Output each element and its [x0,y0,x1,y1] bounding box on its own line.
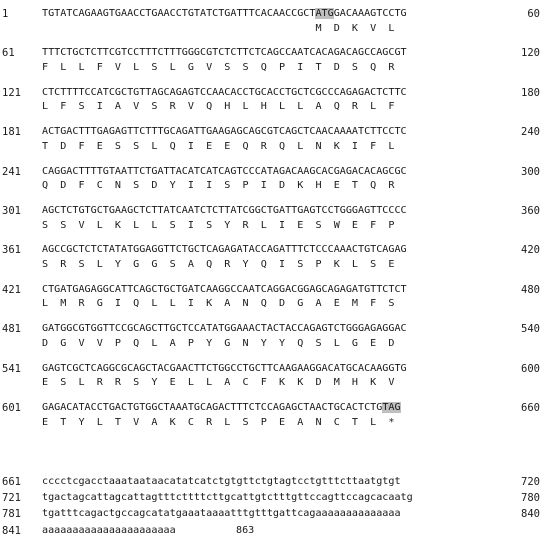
position-start: 481 [2,323,21,336]
position-start: 721 [2,492,21,505]
amino-acid-translation: L M R G I Q L L I K A N Q D G A E M F S [42,298,395,310]
position-start: 61 [2,47,15,60]
position-start: 541 [2,362,21,375]
sequence-text: CTGATGAGAGGCATTCAGCTGCTGATCAAGGCCAATCAGGACGGAGCAGAGATGTTCTCT [42,283,407,295]
amino-acid-translation: F L L F V L S L G V S S Q P I T D S Q R [42,61,395,73]
sequence-text: GAGACATACCTGACTGTGGCTAAATGCAGACTTTCTCCAGAGCTAACTGCACTCTG [42,402,383,413]
sequence-text: CTCTTTTCCATCGCTGTTAGCAGAGTCCAACACCTGCACCTGCTCGCCCAGAGACTCTTC [42,86,407,98]
position-end: 480 [521,283,540,296]
amino-acid-row [0,178,550,194]
position-end: 840 [521,508,540,521]
utr-sequence: aaaaaaaaaaaaaaaaaaaaaa [42,524,176,536]
sequence-text: ACTGACTTTGAGAGTTCTTTGCAGATTGAAGAGCAGCGTCAGCTCAACAAAATCTTCCTC [42,126,407,138]
position-start: 181 [2,126,21,139]
position-start: 781 [2,508,21,521]
amino-acid-translation: D G V V P Q L A P Y G N Y Y Q S L G E D [42,337,395,349]
position-start: 841 [2,524,21,537]
amino-acid-row [0,415,550,431]
position-end: 360 [521,205,540,217]
amino-acid-translation: S R S L Y G G S A Q R Y Q I S P K L S E [42,258,395,270]
utr-sequence-row [0,474,550,490]
amino-acid-row [0,257,550,273]
position-start: 661 [2,476,21,488]
position-start: 601 [2,402,21,414]
position-end: 540 [521,323,540,336]
amino-acid-translation: E T Y L T V A K C R L S P E A N C T L * [42,416,395,428]
amino-acid-row [0,218,550,234]
position-end: 660 [521,402,540,414]
sequence-text: AGCTCTGTGCTGAAGCTCTTATCAATCTCTTATCGGCTGATTGAGTCCTGGGAGTTCCCC [42,205,407,216]
sequence-text: GACAAAGTCCTG [333,8,407,19]
utr-sequence-row [0,523,550,539]
amino-acid-row [0,375,550,391]
utr-sequence-row [0,506,550,522]
position-start: 121 [2,86,21,99]
highlighted-codon: TAG [382,402,401,413]
position-end: 180 [521,86,540,99]
amino-acid-translation: T D F E S S L Q I E E Q R Q L N K I F L [42,140,395,152]
sequence-text: TGTATCAGAAGTGAACCTGAACCTGTATCTGATTTCACAACCGCT [42,8,316,19]
amino-acid-row [0,296,550,312]
sequence-text: GATGGCGTGGTTCCGCAGCTTGCTCCATATGGAAACTACTACCAGAGTCTGGGAGAGGAC [42,323,407,335]
amino-acid-row [0,336,550,352]
utr-sequence-row [0,490,550,506]
position-end: 120 [521,47,540,60]
sequence-text: CAGGACTTTTGTAATTCTGATTACATCATCAGTCCCATAGACAAGCACGAGACACAGCGC [42,165,407,177]
position-end: 720 [521,476,540,488]
position-end: 300 [521,165,540,178]
position-end: 60 [527,8,540,20]
utr-sequence: tgactagcattagcattagtttcttttcttgcattgtctttgttccagttccagcacaatg [42,492,413,504]
position-start: 301 [2,205,21,217]
position-start: 361 [2,244,21,257]
amino-acid-translation: Q D F C N S D Y I I S P I D K H E T Q R [42,180,395,192]
position-end: 863 [236,524,255,536]
position-start: 1 [2,8,9,20]
sequence-text: GAGTCGCTCAGGCGCAGCTACGAACTTCTGGCCTGCTTCAAGAAGGACATGCACAAGGTG [42,362,407,374]
amino-acid-row [0,21,550,37]
sequence-text: AGCCGCTCTCTATATGGAGGTTCTGCTCAGAGATACCAGATTTCTCCCAAACTGTCAGAG [42,244,407,256]
position-start: 241 [2,165,21,178]
amino-acid-row [0,139,550,155]
amino-acid-translation: M D K V L [42,22,395,34]
utr-sequence: cccctcgacctaaataataacatatcatctgtgttctgtagtcctgtttcttaatgtgt [42,476,401,487]
amino-acid-translation: E S L R R S Y E L L A C F K K D M H K V [42,377,395,389]
position-end: 600 [521,362,540,375]
amino-acid-row [0,99,550,115]
position-end: 240 [521,126,540,139]
position-end: 780 [521,492,540,505]
sequence-text: TTTCTGCTCTTCGTCCTTTCTTTGGGCGTCTCTTCTCAGCCAATCACAGACAGCCAGCGT [42,47,407,59]
amino-acid-row [0,60,550,76]
position-start: 421 [2,283,21,296]
utr-sequence: tgatttcagactgccagcatatgaaataaaatttgtttgattcagaaaaaaaaaaaaaa [42,508,401,520]
highlighted-codon: ATG [315,8,334,19]
position-end: 420 [521,244,540,257]
amino-acid-translation: L F S I A V S R V Q H L H L L A Q R L F [42,101,395,113]
amino-acid-translation: S S V L K L L S I S Y R L I E S W E F P [42,219,395,231]
